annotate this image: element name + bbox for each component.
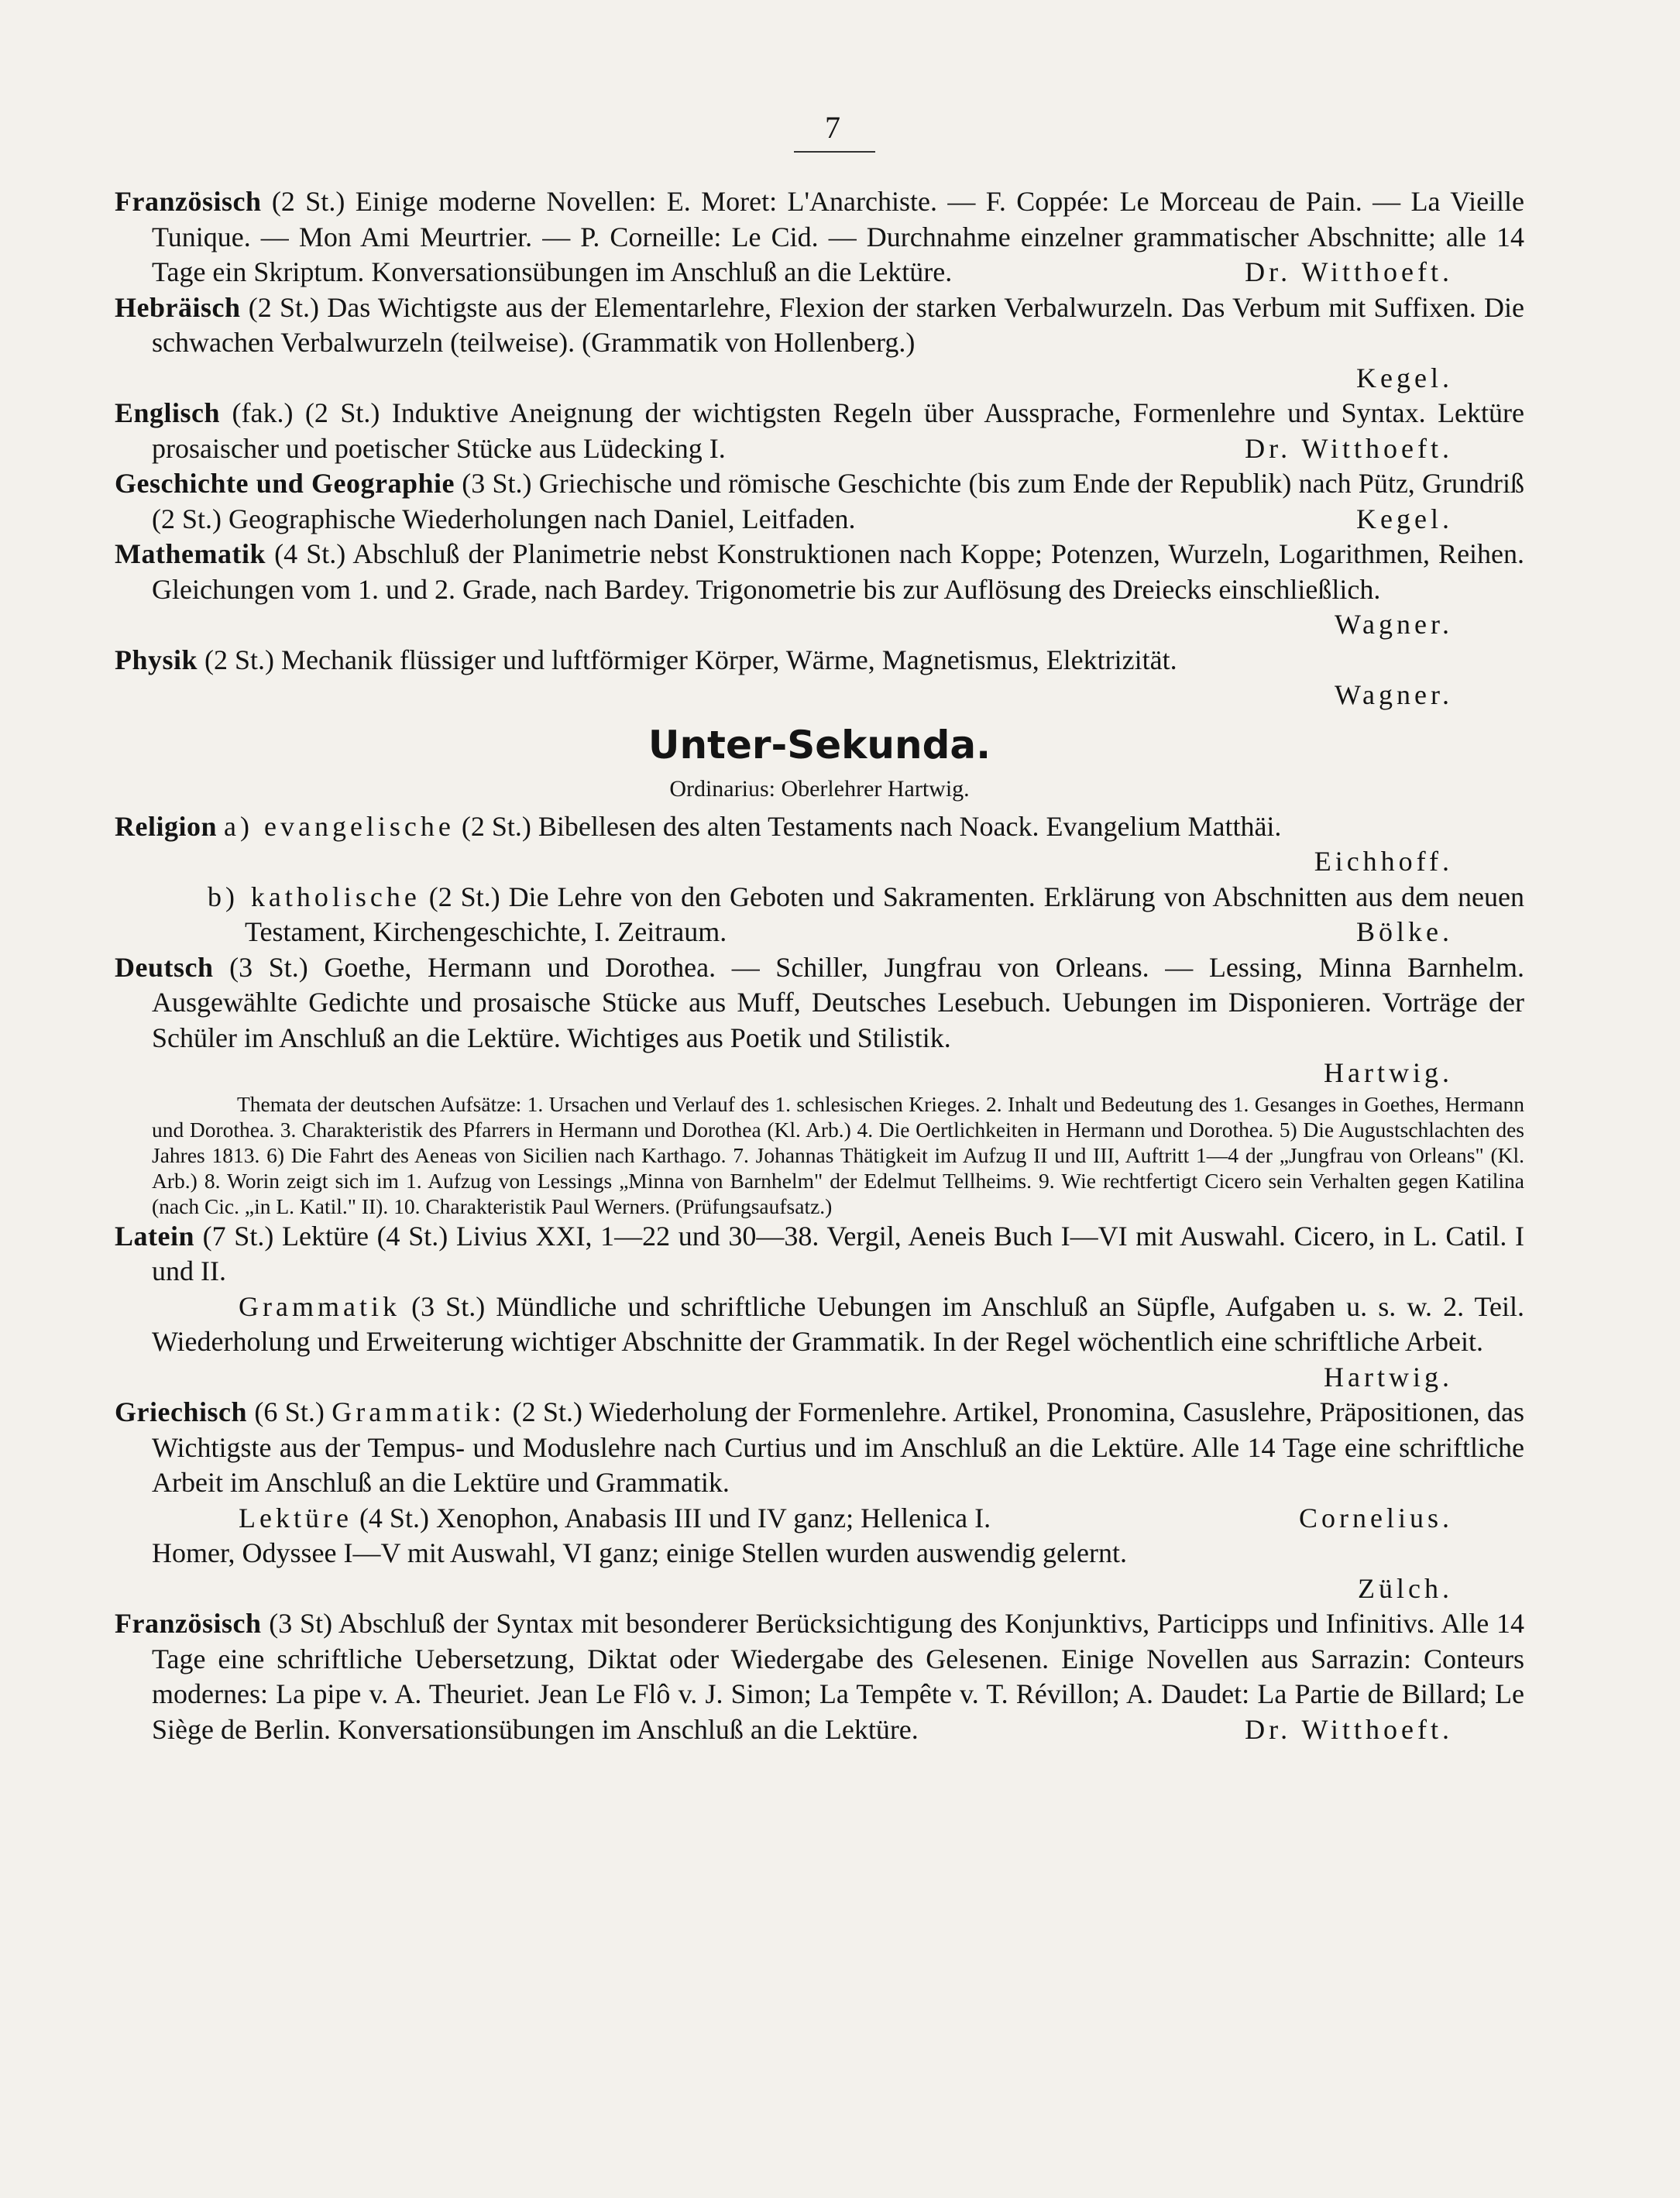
entry-text: Bibellesen des alten Testaments nach Noack. Evangelium Matthäi. [538,810,1282,842]
entry-text: (2 St.) Wiederholung der Formenlehre. Artikel, Pronomina, Casuslehre, Präpositionen, das Wichtigste aus der Tempus- und Moduslehre nach Curtius und im Anschluß an die Lektüre. Alle 14 Tage eine schriftliche Arbeit im Anschluß an die Lektüre und Grammatik. [152,1396,1525,1498]
entry-text: (3 St.) Mündliche und schriftliche Uebungen im Anschluß an Süpfle, Aufgaben u. s. w. 2. Teil. Wiederholung und Erweiterung wichtiger Abschnitte der Grammatik. In der Regel wöchentlich eine schriftliche Arbeit. [152,1290,1525,1357]
teacher-name: Cornelius. [1299,1502,1453,1533]
hours: (3 St) [269,1608,333,1639]
teacher-name: Bölke. [1356,916,1453,947]
teacher-name: Zülch. [1358,1572,1453,1604]
teacher-name: Dr. Witthoeft. [1245,432,1453,464]
entry-latein [115,1219,1524,1290]
hours: (2 St.) [461,810,531,842]
entry-text: (4 St.) Xenophon, Anabasis III und IV ganz; Hellenica I. [359,1502,991,1533]
entry-geschichte [115,466,1524,537]
subject-label: Geschichte und Geographie [115,468,455,499]
teacher-line [115,678,1524,713]
subject-label: Religion [115,810,218,842]
entry-physik [115,643,1524,678]
entry-hebraeisch [115,290,1524,361]
class-heading: Unter-Sekunda. [648,722,991,768]
entry-text: Induktive Aneignung der wichtigsten Regeln über Aussprache, Formenlehre und Syntax. Lektüre prosaischer und poetischer Stücke aus Lüdecking I. [152,397,1525,464]
teacher-name: Hartwig. [1324,1057,1453,1088]
page-number-rule [794,151,875,153]
teacher-line [115,1056,1524,1091]
entry-text: Goethe, Hermann und Dorothea. — Schiller, Jungfrau von Orleans. — Lessing, Minna Barnhelm. Ausgewählte Gedichte und prosaische Stücke aus Muff, Deutsches Lesebuch. Uebungen im Disponieren. Vorträge der Schüler im Anschluß an die Lektüre. Wichtiges aus Poetik und Stilistik. [152,951,1525,1053]
hours: (fak.) (2 St.) [232,397,380,428]
entry-griechisch-homer [115,1536,1524,1571]
hours: (2 St.) [428,881,500,912]
entry-text: Das Wichtigste aus der Elementarlehre, Flexion der starken Verbalwurzeln. Das Verbum mit Suffixen. Die schwachen Verbalwurzeln (teilweise). (Grammatik von Hollenberg.) [152,291,1525,358]
entry-religion-b [115,880,1524,950]
entry-text: Griechische und römische Geschichte (bis zum Ende der Republik) nach Pütz, Grundriß (2 St.) Geographische Wiederholungen nach Daniel, Leitfaden. [152,468,1525,534]
entry-text: Einige moderne Novellen: E. Moret: L'Anarchiste. — F. Coppée: Le Morceau de Pain. — La Vieille Tunique. — Mon Ami Meurtrier. — P. Corneille: Le Cid. — Durchnahme einzelner grammatischer Abschnitte; alle 14 Tage ein Skriptum. Konversationsübungen im Anschluß an die Lektüre. [152,186,1525,287]
hours: (2 St.) [248,291,320,323]
teacher-name: Eichhoff. [1314,846,1453,877]
entry-franzoesisch [115,184,1524,290]
entry-englisch [115,396,1524,466]
subject-label: Griechisch [115,1396,247,1427]
entry-latein-grammatik [115,1290,1524,1360]
essay-topics: Themata der deutschen Aufsätze: 1. Ursachen und Verlauf des 1. schlesischen Krieges. 2. Inhalt und Bedeutung des 1. Gesanges in Goethes, Hermann und Dorothea. 3. Charakteristik des Pfarrers in Hermann und Dorothea (Kl. Arb.) 4. Die Oertlichkeiten in Hermann und Dorothea. 5) Die Augustschlachten des Jahres 1813. 6) Die Fahrt des Aeneas von Sicilien nach Karthago. 7. Johannas Thätigkeit im Aufzug II und III, Auftritt 1—4 der „Jungfrau von Orleans" (Kl. Arb.) 8. Worin zeigt sich im 1. Aufzug von Lessings „Minna von Barnhelm" der Edelmut Tellheims. 9. Wie rechtfertigt Cicero sein Verhalten gegen Katilina (nach Cic. „in L. Katil." II). 10. Charakteristik Paul Werners. (Prüfungsaufsatz.) [152,1091,1524,1218]
teacher-name: Hartwig. [1324,1361,1453,1393]
hours: (3 St.) [462,468,532,499]
page-number: 7 [825,110,840,145]
religion-a-label: a) evangelische [224,810,455,842]
subject-label: Mathematik [115,538,266,569]
teacher-line [115,1360,1524,1396]
subject-label: Physik [115,644,198,675]
subject-label: Französisch [115,186,262,217]
subject-label: Französisch [115,1608,262,1639]
subject-label: Hebräisch [115,291,241,323]
hours: (2 St.) [204,644,275,675]
religion-b-label: b) katholische [208,881,421,912]
teacher-name: Kegel. [1356,362,1453,393]
grammatik-label: Grammatik [239,1290,400,1322]
entry-text: Mechanik flüssiger und luftförmiger Körper, Wärme, Magnetismus, Elektrizität. [281,644,1177,675]
hours: (6 St.) [254,1396,325,1427]
hours: (3 St.) [229,951,308,983]
subject-label: Latein [115,1220,195,1252]
subject-label: Englisch [115,397,221,428]
entry-deutsch [115,950,1524,1056]
hours: (7 St.) [202,1220,274,1252]
entry-religion [115,809,1524,845]
grammatik-label: Grammatik: [332,1396,506,1427]
teacher-name: Dr. Witthoeft. [1245,256,1453,287]
teacher-line [115,844,1524,880]
entry-mathematik [115,537,1525,640]
entry-griechisch [115,1395,1524,1501]
entry-text: Abschluß der Planimetrie nebst Konstruktionen nach Koppe; Potenzen, Wurzeln, Logarithmen, Reihen. Gleichungen vom 1. und 2. Grade, nach Bardey. Trigonometrie bis zur Auflösung des Dreiecks einschließlich. [152,538,1525,605]
entry-franzoesisch-2 [115,1606,1524,1747]
entry-text: Abschluß der Syntax mit besonderer Berücksichtigung des Konjunktivs, Participps und Infinitivs. Alle 14 Tage eine schriftliche Uebersetzung, Diktat oder Wiedergabe des Gelesenen. Einige Novellen aus Sarrazin: Conteurs modernes: La pipe v. A. Theuriet. Jean Le Flô v. J. Simon; La Tempête v. T. Révillon; A. Daudet: La Partie de Billard; Le Siège de Berlin. Konversationsübungen im Anschluß an die Lektüre. [152,1608,1525,1745]
teacher-line [115,1571,1524,1607]
entry-griechisch-lektuere [115,1501,1524,1537]
lektuere-label: Lektüre [239,1502,352,1533]
entry-text: Homer, Odyssee I—V mit Auswahl, VI ganz; einige Stellen wurden auswendig gelernt. [152,1537,1127,1568]
entry-text: Die Lehre von den Geboten und Sakramenten. Erklärung von Abschnitten aus dem neuen Testament, Kirchengeschichte, I. Zeitraum. [245,881,1525,947]
ordinarius-line: Ordinarius: Oberlehrer Hartwig. [669,775,970,802]
teacher-name: Kegel. [1356,503,1453,534]
entry-text: Lektüre (4 St.) Livius XXI, 1—22 und 30—38. Vergil, Aeneis Buch I—VI mit Auswahl. Cicero, in L. Catil. I und II. [152,1220,1525,1286]
hours: (2 St.) [271,186,345,217]
document-body [115,184,1524,1747]
teacher-name: Wagner. [1334,679,1453,710]
teacher-name: Dr. Witthoeft. [1245,1713,1453,1745]
teacher-line [115,361,1524,397]
subject-label: Deutsch [115,951,214,983]
hours: (4 St.) [274,538,346,569]
teacher-name: Wagner. [1334,609,1453,640]
